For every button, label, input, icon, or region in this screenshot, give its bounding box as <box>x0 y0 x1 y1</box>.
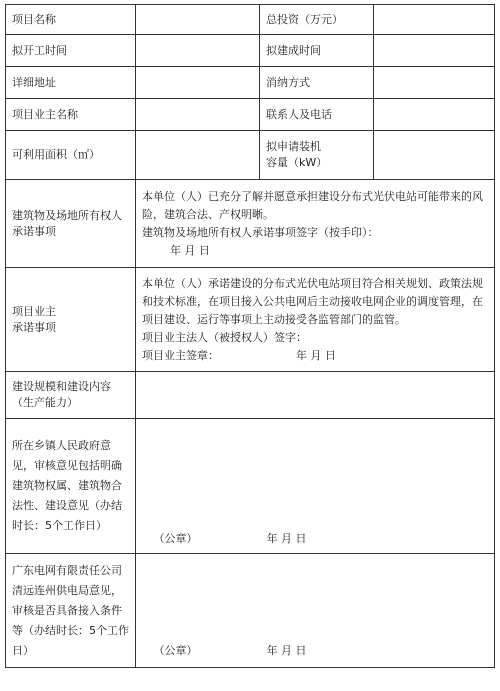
scale-field[interactable] <box>136 372 495 419</box>
contact-field[interactable] <box>374 99 495 131</box>
address-field[interactable] <box>136 67 260 99</box>
area-label: 可利用面积（㎡） <box>6 131 136 180</box>
capacity-label-line2: 容量（kW） <box>266 156 328 169</box>
grid-seal: （公章） <box>153 644 198 657</box>
grid-label: 广东电网有限责任公司清远连州供电局意见，审核是否具备接入条件等（办结时长：5个工作日） <box>6 554 136 668</box>
row-grid <box>6 554 495 668</box>
township-date: 年 月 日 <box>266 532 307 545</box>
row-area <box>6 131 495 180</box>
contact-label: 联系人及电话 <box>260 99 374 131</box>
consumption-mode-label: 消纳方式 <box>260 67 374 99</box>
consumption-mode-field[interactable] <box>374 67 495 99</box>
rights-holder-label: 建筑物及场地所有权人承诺事项 <box>6 180 136 268</box>
owner-name-field[interactable] <box>136 99 260 131</box>
address-label: 详细地址 <box>6 67 136 99</box>
project-name-field[interactable] <box>136 5 260 35</box>
township-label: 所在乡镇人民政府意见，审核意见包括明确建筑物权属、建筑物合法性、建设意见（办结时长：5个工作日） <box>6 419 136 554</box>
owner-seal-line <box>142 347 488 365</box>
owner-commitment-content[interactable] <box>136 268 495 372</box>
total-investment-field[interactable] <box>374 5 495 35</box>
scale-label-line2: （生产能力） <box>12 396 78 409</box>
area-field[interactable] <box>136 131 260 180</box>
scale-label-line1: 建设规模和建设内容 <box>12 380 111 393</box>
total-investment-label: 总投资（万元） <box>260 5 374 35</box>
row-rights-holder <box>6 180 495 268</box>
grid-date: 年 月 日 <box>266 644 307 657</box>
owner-commitment-statement: 本单位（人）承诺建设的分布式光伏电站项目符合相关规划、政策法规和技术标准，在项目接入公共电网后主动接收电网企业的调度管理，在项目建设、运行等事项上主动接受各监管部门的监管。 <box>142 276 483 326</box>
rights-holder-statement: 本单位（人）已充分了解并愿意承担建设分布式光伏电站可能带来的风险，建筑合法、产权明晰。 <box>142 189 483 221</box>
planned-start-field[interactable] <box>136 35 260 67</box>
owner-commitment-label-line1: 项目业主 <box>12 304 56 318</box>
township-opinion-field[interactable] <box>136 419 495 554</box>
owner-seal-label: 项目业主签章： <box>142 348 219 362</box>
row-scale <box>6 372 495 419</box>
grid-opinion-field[interactable] <box>136 554 495 668</box>
planned-completion-label: 拟建成时间 <box>260 35 374 67</box>
row-planned-start <box>6 35 495 67</box>
rights-holder-date: 年 月 日 <box>170 243 210 257</box>
owner-legal-rep-signature: 项目业主法人（被授权人）签字： <box>142 330 307 344</box>
application-form-table <box>5 4 495 668</box>
row-township <box>6 419 495 554</box>
planned-completion-field[interactable] <box>374 35 495 67</box>
capacity-label <box>260 131 374 180</box>
owner-name-label: 项目业主名称 <box>6 99 136 131</box>
owner-commitment-date: 年 月 日 <box>296 348 336 362</box>
owner-commitment-label-line2: 承诺事项 <box>12 320 56 334</box>
capacity-label-line1: 拟申请装机 <box>266 140 321 153</box>
row-owner <box>6 99 495 131</box>
rights-holder-content[interactable] <box>136 180 495 268</box>
project-name-label: 项目名称 <box>6 5 136 35</box>
scale-label <box>6 372 136 419</box>
planned-start-label: 拟开工时间 <box>6 35 136 67</box>
row-address <box>6 67 495 99</box>
row-project-name <box>6 5 495 35</box>
township-seal: （公章） <box>153 532 198 545</box>
capacity-field[interactable] <box>374 131 495 180</box>
rights-holder-signature: 建筑物及场地所有权人承诺事项签字（按手印）： <box>142 225 379 239</box>
row-owner-commitment <box>6 268 495 372</box>
owner-commitment-label <box>6 268 136 372</box>
